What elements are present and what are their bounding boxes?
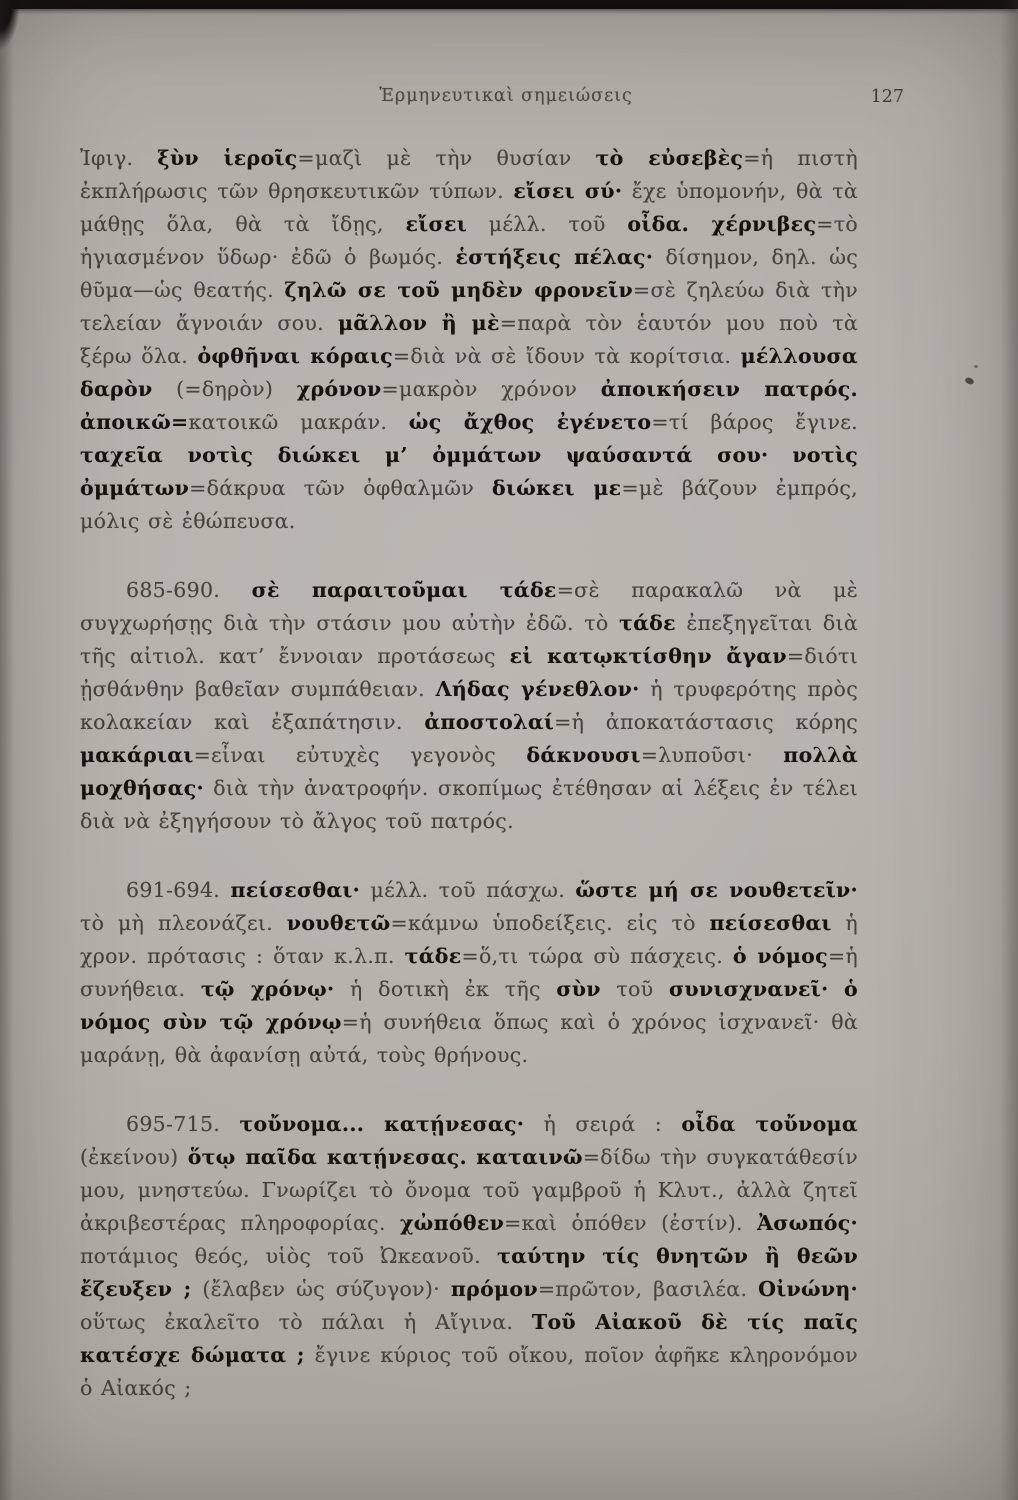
- lemma-text: καταινῶ: [476, 1145, 583, 1169]
- scan-edge-right-shadow: [1000, 0, 1018, 1500]
- gloss-text: 691-694.: [126, 878, 231, 902]
- paragraph: [80, 1108, 858, 1405]
- gloss-text: οὕτως ἐκαλεῖτο τὸ πάλαι ἡ Αἴγινα.: [80, 1310, 532, 1334]
- gloss-text: =μαζὶ μὲ τὴν θυσίαν: [297, 146, 596, 170]
- lemma-text: χρόνον: [296, 377, 382, 401]
- gloss-text: =ὅ,τι τώρα σὺ πάσχεις.: [461, 944, 733, 968]
- lemma-text: ταύτην τίς θνητῶν ἢ θεῶν ἔζευξεν ;: [80, 1244, 859, 1301]
- gloss-text: ἡ σειρά :: [524, 1112, 682, 1136]
- gloss-text: =εἶναι εὐτυχὲς γεγονὸς: [193, 743, 527, 767]
- paragraph: [80, 142, 858, 538]
- lemma-text: νουθετῶ: [286, 911, 391, 935]
- gloss-text: ποτάμιος θεός, υἱὸς τοῦ Ὠκεανοῦ.: [80, 1244, 498, 1268]
- lemma-text: μέλλουσα δαρὸν: [80, 344, 858, 401]
- gloss-text: (ἔλαβεν ὡς σύζυγον)·: [191, 1277, 451, 1301]
- lemma-text: ἀποστολαί: [424, 710, 555, 734]
- lemma-text: ὁ νόμος σὺν τῷ χρόνῳ: [80, 977, 858, 1034]
- lemma-text: μᾶλλον ἢ μὲ: [337, 311, 500, 335]
- scan-edge-left-shadow: [0, 0, 14, 1500]
- gloss-text: =πρῶτον, βασιλέα.: [537, 1277, 759, 1301]
- page-number: 127: [870, 87, 904, 107]
- lemma-text: εἴσει: [405, 212, 467, 236]
- lemma-text: Λήδας γένεθλον·: [435, 677, 640, 701]
- gloss-text: =μὲ βάζουν ἐμπρός, μόλις σὲ ἐθώπευσα.: [80, 476, 858, 533]
- lemma-text: νοτὶς ὀμμάτων: [80, 443, 858, 500]
- gloss-text: =διὰ νὰ σὲ ἴδουν τὰ κορίτσια.: [392, 344, 741, 368]
- gloss-text: κατοικῶ μακράν.: [188, 410, 409, 434]
- lemma-text: δάκνουσι: [526, 743, 641, 767]
- lemma-text: διώκει με: [492, 476, 622, 500]
- lemma-text: ταχεῖα νοτὶς διώκει μ’ ὀμμάτων ψαύσαντά σου·: [80, 443, 769, 467]
- gloss-text: =ἡ συνήθεια ὅπως καὶ ὁ χρόνος ἰσχνανεῖ· θὰ μαράνῃ, θὰ ἀφανίσῃ αὐτά, τοὺς θρήνους.: [80, 1010, 858, 1067]
- lemma-text: ξὺν ἱεροῖς: [157, 146, 298, 170]
- lemma-text: πολλὰ μοχθήσας·: [80, 743, 858, 800]
- dust-speck: [974, 365, 978, 368]
- lemma-text: Οἰνώνη·: [758, 1277, 858, 1301]
- gloss-text: =μακρὸν χρόνον: [381, 377, 601, 401]
- lemma-text: τάδε: [619, 611, 676, 635]
- lemma-text: ὥστε μή σε νουθετεῖν·: [575, 878, 858, 902]
- gloss-text: ἡ χρον. πρότασις : ὅταν κ.λ.π.: [80, 911, 858, 968]
- lemma-text: τῷ χρόνῳ·: [200, 977, 335, 1001]
- lemma-text: τοὔνομα... κατῄνεσας·: [239, 1112, 525, 1136]
- gloss-text: =σὲ ζηλεύω διὰ τὴν τελείαν ἄγνοιάν σου.: [80, 278, 858, 335]
- gloss-text: 685-690.: [126, 578, 252, 602]
- gloss-text: [828, 977, 844, 1001]
- gloss-text: ἔγινε κύριος τοῦ οἴκου, ποῖον ἀφῆκε κληρονόμον ὁ Αἰακός ;: [80, 1343, 859, 1400]
- lemma-text: ὅτῳ παῖδα κατῄνεσας.: [187, 1145, 468, 1169]
- gloss-text: ἡ δοτικὴ ἐκ τῆς: [334, 977, 557, 1001]
- gloss-text: ἐπεξηγεῖται διὰ τῆς αἰτιολ. κατ’ ἔννοιαν προτάσεως: [80, 611, 859, 668]
- gloss-text: =κάμνω ὑποδείξεις. εἰς τὸ: [390, 911, 710, 935]
- lemma-text: ζηλῶ σε τοῦ μηδὲν φρονεῖν: [284, 278, 633, 302]
- gloss-text: τὸ μὴ πλεονάζει.: [80, 911, 287, 935]
- lemma-text: Τοῦ Αἰακοῦ δὲ τίς παῖς κατέσχε δώματα ;: [80, 1310, 858, 1367]
- lemma-text: ἀποικήσειν πατρός. ἀποικῶ=: [80, 377, 858, 434]
- lemma-text: ὡς ἄχθος ἐγένετο: [408, 410, 652, 434]
- lemma-text: πείσεσθαι·: [230, 878, 361, 902]
- gloss-text: =δίδω τὴν συγκατάθεσίν μου, μνηστεύω. Γνωρίζει τὸ ὄνομα τοῦ γαμβροῦ ἡ Κλυτ., ἀλλὰ ζητεῖ ἀκριβεστέρας πληροφορίας.: [80, 1145, 858, 1235]
- lemma-text: πείσεσθαι: [709, 911, 832, 935]
- running-head: Ἑρμηνευτικαὶ σημειώσεις: [379, 86, 633, 106]
- lemma-text: σὺν: [556, 977, 601, 1001]
- gloss-text: τοῦ: [600, 977, 669, 1001]
- lemma-text: εἰ κατῳκτίσθην ἄγαν: [509, 644, 787, 668]
- gloss-text: =δάκρυα τῶν ὀφθαλμῶν: [189, 476, 493, 500]
- gloss-text: =καὶ ὁπόθεν (ἐστίν).: [504, 1211, 758, 1235]
- lemma-text: σὲ παραιτοῦμαι τάδε: [251, 578, 557, 602]
- gloss-text: =σὲ παρακαλῶ νὰ μὲ συγχωρήσῃς διὰ τὴν στάσιν μου αὐτὴν ἐδῶ. τὸ: [80, 578, 859, 635]
- text-body: [80, 142, 858, 1405]
- page-header: [80, 86, 932, 116]
- gloss-text: =τί βάρος ἔγινε.: [651, 410, 858, 434]
- lemma-text: τάδε: [404, 944, 462, 968]
- lemma-text: χὠπόθεν: [400, 1211, 505, 1235]
- gloss-text: =λυποῦσι·: [640, 743, 784, 767]
- scan-edge-top-artifact: [0, 0, 1018, 9]
- gloss-text: =τὸ ἡγιασμένον ὕδωρ· ἐδῶ ὁ βωμός.: [80, 212, 858, 269]
- gloss-text: 695-715.: [126, 1112, 240, 1136]
- lemma-text: συνισχνανεῖ·: [669, 977, 829, 1001]
- gloss-text: δίσημον, δηλ. ὡς θῦμα—ὡς θεατής.: [80, 245, 858, 302]
- gloss-text: =ἡ συνήθεια.: [80, 944, 859, 1001]
- lemma-text: τὸ εὐσεβὲς: [595, 146, 744, 170]
- lemma-text: ὁ νόμος: [732, 944, 828, 968]
- paragraph: [80, 574, 858, 838]
- gloss-text: =διότι ᾐσθάνθην βαθεῖαν συμπάθειαν.: [80, 644, 858, 701]
- lemma-text: μακάριαι: [80, 743, 194, 767]
- lemma-text: εἴσει σύ·: [513, 179, 623, 203]
- gloss-text: Ἰφιγ.: [80, 146, 158, 170]
- gloss-text: ἔχε ὑπομονήν, θὰ τὰ μάθῃς ὅλα, θὰ τὰ ἴδῃς,: [80, 179, 858, 236]
- lemma-text: οἶδα. χέρνιβες: [627, 212, 817, 236]
- gloss-text: μέλλ. τοῦ: [466, 212, 628, 236]
- gloss-text: =ἡ πιστὴ ἐκπλήρωσις τῶν θρησκευτικῶν τύπων.: [80, 146, 858, 203]
- gloss-text: =ἡ ἀποκατάστασις κόρης: [554, 710, 858, 734]
- lemma-text: ὀφθῆναι κόραις: [197, 344, 393, 368]
- paragraph: [80, 874, 858, 1072]
- lemma-text: ἑστήξεις πέλας·: [455, 245, 654, 269]
- gloss-text: μέλλ. τοῦ πάσχω.: [360, 878, 576, 902]
- gloss-text: ἡ τρυφερότης πρὸς κολακείαν καὶ ἐξαπάτησιν.: [80, 677, 858, 734]
- gloss-text: (=δηρὸν): [152, 377, 297, 401]
- lemma-text: Ἀσωπός·: [757, 1211, 858, 1235]
- lemma-text: πρόμον: [450, 1277, 538, 1301]
- gloss-text: [467, 1145, 476, 1169]
- lemma-text: οἶδα τοὔνομα: [681, 1112, 858, 1136]
- gloss-text: [768, 443, 792, 467]
- gloss-text: =παρὰ τὸν ἑαυτόν μου ποὺ τὰ ξέρω ὅλα.: [80, 311, 858, 368]
- gloss-text: διὰ τὴν ἀνατροφήν. σκοπίμως ἐτέθησαν αἱ λέξεις ἐν τέλει διὰ νὰ ἐξηγήσουν τὸ ἄλγος τοῦ πατρός.: [80, 776, 858, 833]
- gloss-text: (ἐκείνου): [80, 1145, 188, 1169]
